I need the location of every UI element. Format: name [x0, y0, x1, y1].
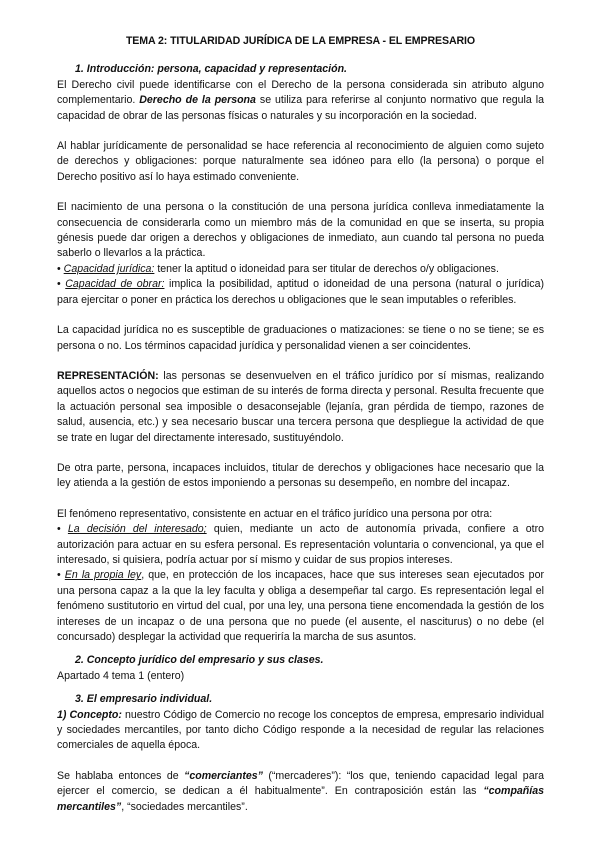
term-capacidad-juridica: Capacidad jurídica: [63, 262, 155, 275]
paragraph-concepto [57, 708, 544, 754]
bullet: • [57, 262, 61, 275]
text-run: , que, en protección de los incapaces, hace que sus intereses sean ejecutados por una persona capaz a la que la ley faculta y obliga a desempeñar tal cargo. Es representación legal el fenómeno sustitutorio en virtud del cual, por una ley, una persona tiene encomendada la gestión de los intereses de un incapaz o de una persona que no puede (el ausente, el nasciturus) o no debe (el concursado) desplegar la actividad que requeriría la marcha de sus asuntos. [57, 569, 544, 643]
text-run: , “sociedades mercantiles”. [121, 800, 248, 813]
text-run: las personas se desenvuelven en el tráfico jurídico por sí mismas, realizando aquellos actos o negocios que estiman de su interés de forma directa y personal. Resulta frecuente que la actuación personal sea imposible o desaconsejable (lejanía, gran pérdida de tiempo, razones de salud, ausencia, etc.) y sea necesario buscar una tercera persona que despliegue la actividad de que se trate en lugar del directamente interesado, sustituyéndolo. [57, 369, 545, 444]
paragraph-fenomeno-representativo: El fenómeno representativo, consistente en actuar en el tráfico jurídico una persona por otra: [57, 507, 493, 520]
paragraph-personalidad: Al hablar jurídicamente de personalidad se hace referencia al reconocimiento de alguien como sujeto de derechos y obligaciones: porque naturalmente sea idóneo para ello (la persona) o porque el Derecho positivo así lo haya estimado conveniente. [57, 140, 544, 183]
paragraph-incapaces: De otra parte, persona, incapaces incluidos, titular de derechos y obligaciones hace necesario que la ley atienda a la gestión de estos imponiendo a personas su desempeño, en nombre del incapaz. [57, 461, 544, 490]
section-heading-empresario-individual: 3. El empresario individual. [75, 693, 213, 706]
term-concepto: 1) Concepto: [57, 708, 122, 721]
text-run: quien, mediante un acto de autonomía privada, confiere a otro autorización para actuar en su esfera personal. Es representación voluntaria o convencional, ya que el interesado, si quisiera, podría actuar por sí mismo y cuidar de sus propios intereses. [57, 523, 544, 566]
term-propia-ley: En la propia ley [64, 569, 142, 582]
text-run: tener la aptitud o idoneidad para ser titular de derechos o/y obligaciones. [154, 262, 499, 275]
paragraph-capacidad-juridica: La capacidad jurídica no es susceptible de graduaciones o matizaciones: se tiene o no se tiene; se es persona o no. Los términos capacidad jurídica y personalidad vienen a ser coincidentes. [57, 324, 544, 352]
paragraph-apartado: Apartado 4 tema 1 (entero) [57, 669, 185, 682]
paragraph-comerciantes [57, 769, 544, 815]
list-item-decision-interesado [57, 522, 544, 568]
text-run: Se hablaba entonces de [57, 769, 185, 782]
bullet: • [57, 523, 61, 536]
text-run: se utiliza para referirse al conjunto normativo que regula la capacidad de obrar de las personas físicas o naturales y su incorporación en la sociedad. [57, 94, 544, 122]
term-representacion: REPRESENTACIÓN: [57, 369, 159, 382]
list-item-capacidad-obrar [57, 277, 544, 308]
term-comerciantes: “comerciantes” [184, 769, 263, 782]
bullet: • [57, 278, 61, 291]
bullet: • [57, 569, 61, 582]
page-title: TEMA 2: TITULARIDAD JURÍDICA DE LA EMPRESA - EL EMPRESARIO [125, 35, 476, 47]
paragraph-derecho-civil [57, 78, 544, 124]
list-item-propia-ley [57, 568, 544, 645]
text-run: implica la posibilidad, aptitud o idoneidad de una persona (natural o jurídica) para ejercitar o poner en práctica los derechos u obligaciones que le sean imputables o referibles. [57, 278, 544, 306]
section-heading-concepto-empresario: 2. Concepto jurídico del empresario y sus clases. [75, 654, 324, 667]
term-companias-mercantiles: “compañías mercantiles” [57, 785, 544, 813]
paragraph-representacion [57, 369, 544, 446]
term-capacidad-obrar: Capacidad de obrar: [65, 278, 165, 291]
text-run: nuestro Código de Comercio no recoge los conceptos de empresa, empresario individual y sociedades mercantiles, por tanto dicho Código responde a la necesidad de regular las relaciones comerciales de aquella época. [57, 708, 544, 752]
section-heading-introduccion: 1. Introducción: persona, capacidad y representación. [75, 63, 347, 76]
text-run: (“mercaderes”): “los que, teniendo capacidad legal para ejercer el comercio, se dedican a él habitualmente”. En contraposición están las [57, 769, 544, 798]
term-decision-interesado: La decisión del interesado; [67, 523, 207, 536]
paragraph-nacimiento: El nacimiento de una persona o la constitución de una persona jurídica conlleva inmediatamente la consecuencia de considerarla como un miembro más de la comunidad en que se inserta, su propia génesis puede dar origen a derechos y obligaciones de inmediato, aun cuando tal persona no pueda saberlo o llevarlos a la práctica. [57, 201, 544, 260]
text-run: El Derecho civil puede identificarse con el Derecho de la persona considerada sin atributo alguno complementario. [57, 78, 544, 107]
emphasis-derecho-persona: Derecho de la persona [139, 94, 256, 107]
list-item-capacidad-juridica [57, 262, 544, 277]
